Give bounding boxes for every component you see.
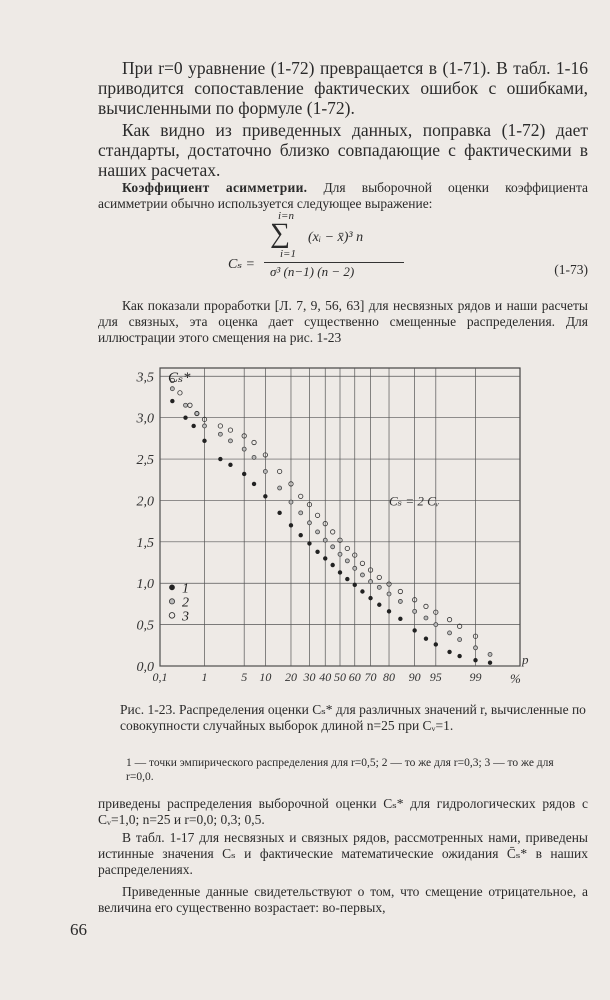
formula-upper-limit: i=n (278, 210, 294, 222)
data-point-series-2 (316, 530, 320, 534)
x-tick-label: 99 (469, 670, 482, 684)
data-point-series-1 (299, 533, 303, 537)
data-point-series-3 (330, 530, 334, 534)
legend-marker-2 (169, 599, 174, 604)
data-point-series-3 (252, 440, 256, 444)
data-point-series-3 (345, 546, 349, 550)
data-point-series-2 (448, 631, 452, 635)
legend-marker-3 (169, 613, 175, 619)
data-point-series-2 (228, 439, 232, 443)
data-point-series-3 (360, 561, 364, 565)
paragraph-4: Как показали проработки [Л. 7, 9, 56, 63] для несвязных рядов и наши расчеты для связных, эта оценка дает существенно смещенные распределения. Для иллюстрации этого смещения на рис. 1-23 (98, 298, 588, 345)
x-tick-label: 1 (201, 670, 208, 684)
data-point-series-3 (178, 391, 182, 395)
data-point-series-2 (398, 599, 402, 603)
data-point-series-3 (377, 575, 381, 579)
x-tick-label: 10 (259, 670, 272, 684)
data-point-series-2 (413, 609, 417, 613)
data-point-series-1 (399, 617, 403, 621)
data-point-series-1 (338, 571, 342, 575)
data-point-series-2 (289, 500, 293, 504)
data-point-series-1 (308, 542, 312, 546)
data-point-series-2 (299, 511, 303, 515)
data-point-series-2 (263, 469, 267, 473)
x-tick-label: 20 (284, 670, 297, 684)
y-tick-label: 3,5 (136, 370, 154, 386)
paragraph-1 (98, 58, 588, 118)
data-point-series-2 (252, 455, 256, 459)
data-point-series-1 (229, 463, 233, 467)
formula-1-73 (220, 210, 590, 280)
x-tick-label: 90 (408, 670, 421, 684)
data-point-series-3 (218, 424, 222, 428)
legend-label-3: 3 (182, 609, 189, 625)
data-point-series-3 (315, 513, 319, 517)
data-point-series-1 (434, 643, 438, 647)
section-heading: Коэффициент асимметрии. (122, 180, 308, 195)
x-tick-label: 50 (334, 670, 346, 684)
formula-fraction-bar (264, 262, 404, 263)
x-tick-label: 30 (303, 670, 316, 684)
data-point-series-3 (188, 403, 192, 407)
y-tick-label: 1,0 (136, 577, 154, 593)
paragraph-5: приведены распределения выборочной оценки Cₛ* для гидрологических рядов с Cᵥ=1,0; n=25 и r=0,0; 0,3; 0,5. (98, 796, 588, 827)
data-point-series-2 (434, 623, 438, 627)
data-point-series-1 (219, 457, 223, 461)
paragraph-3 (98, 180, 588, 212)
p-label: p (522, 652, 529, 667)
y-tick-label: 0,5 (136, 618, 154, 634)
data-point-series-2 (323, 538, 327, 542)
figure-caption: Рис. 1-23. Распределения оценки Cₛ* для различных значений r, вычисленные по совокупности случайных выборок длиной n=25 при Cᵥ=1. (120, 701, 586, 733)
data-point-series-2 (387, 592, 391, 596)
data-point-series-2 (360, 573, 364, 577)
data-point-series-1 (192, 424, 196, 428)
data-point-series-3 (447, 617, 451, 621)
data-point-series-2 (184, 403, 188, 407)
x-tick-label: 95 (429, 670, 442, 684)
x-tick-label: 60 (348, 670, 361, 684)
data-point-series-1 (377, 603, 381, 607)
legend-marker-1 (170, 585, 175, 590)
paragraph-6: В табл. 1-17 для несвязных и связных рядов, рассмотренных нами, приведены истинные значения Cₛ и фактические математические ожидания C̄ₛ* в наших распределениях. (98, 830, 588, 877)
data-point-series-1 (413, 629, 417, 633)
data-point-series-1 (369, 596, 373, 600)
formula-sum-symbol: ∑ (270, 218, 290, 249)
data-point-series-1 (278, 511, 282, 515)
y-tick-label: 1,5 (136, 535, 154, 551)
data-point-series-2 (353, 566, 357, 570)
formula-lower-limit: i=1 (280, 248, 296, 260)
formula-denominator: σ³ (n−1) (n − 2) (270, 264, 355, 279)
x-tick-label: 0,1 (152, 670, 168, 684)
paragraph-7: Приведенные данные свидетельствуют о том, что смещение отрицательное, а величина его существенно возрастает: во-первых, (98, 884, 588, 915)
data-point-series-1 (242, 472, 246, 476)
paragraph-3-text: Для выборочной оценки коэффициента асимметрии обычно используется следующее выражение: (98, 180, 588, 211)
figure-legend-text: 1 — точки эмпирического распределения для r=0,5; 2 — то же для r=0,3; 3 — то же для r=0,0. (126, 756, 554, 783)
y-tick-label: 2,0 (136, 494, 154, 510)
data-point-series-3 (299, 494, 303, 498)
data-point-series-1 (361, 590, 365, 594)
data-point-series-2 (331, 545, 335, 549)
data-point-series-2 (377, 585, 381, 589)
y-tick-label: 0,0 (136, 660, 154, 675)
data-point-series-1 (203, 439, 207, 443)
data-point-series-3 (228, 428, 232, 432)
data-point-series-1 (323, 557, 327, 561)
y-tick-label: 3,0 (136, 411, 154, 427)
legend-label-1: 1 (182, 581, 189, 597)
x-tick-label: 40 (319, 670, 332, 684)
data-point-series-2 (242, 447, 246, 451)
reference-label: Cₛ = 2 Cᵥ (389, 493, 440, 509)
data-point-series-2 (424, 616, 428, 620)
data-point-series-1 (346, 577, 350, 581)
y-axis-label: Cₛ* (168, 370, 191, 386)
data-point-series-1 (488, 661, 492, 665)
formula-lhs: Cₛ = (228, 257, 256, 272)
data-point-series-3 (424, 604, 428, 608)
data-point-series-1 (458, 654, 462, 658)
data-point-series-1 (353, 583, 357, 587)
formula-numerator: (xᵢ − x̄)³ n (308, 230, 364, 245)
paragraph-1-rest: В табл. 1-16 приводится сопоставление фактических ошибок с ошибками, вычисленными по формуле (1-72). (98, 58, 588, 118)
data-point-series-2 (170, 387, 174, 391)
data-point-series-2 (488, 652, 492, 656)
data-point-series-1 (387, 610, 391, 614)
data-point-series-2 (345, 559, 349, 563)
data-point-series-1 (252, 482, 256, 486)
data-point-series-2 (338, 552, 342, 556)
data-point-series-3 (277, 469, 281, 473)
data-point-series-1 (448, 650, 452, 654)
data-point-series-2 (458, 638, 462, 642)
data-point-series-1 (316, 550, 320, 554)
x-axis-label: % (510, 671, 521, 686)
data-point-series-2 (278, 486, 282, 490)
data-point-series-1 (289, 523, 293, 527)
figure-1-23-chart (0, 350, 610, 686)
data-point-series-1 (171, 399, 175, 403)
legend-label-2: 2 (182, 595, 189, 611)
data-point-series-2 (474, 646, 478, 650)
x-tick-label: 5 (241, 670, 248, 684)
paragraph-2: Как видно из приведенных данных, поправка (1-72) дает стандарты, достаточно близко совпадающие с фактическими в наших расчетах. (98, 120, 588, 180)
data-point-series-2 (369, 580, 373, 584)
y-tick-label: 2,5 (136, 453, 154, 469)
data-point-series-2 (218, 432, 222, 436)
page-number: 66 (70, 920, 87, 939)
data-point-series-1 (331, 563, 335, 567)
data-point-series-1 (474, 658, 478, 662)
paragraph-1-line-1: При r=0 уравнение (1-72) превращается в (1-71). (122, 58, 491, 78)
data-point-series-2 (202, 424, 206, 428)
formula-number: (1-73) (554, 262, 588, 277)
x-tick-label: 80 (383, 670, 396, 684)
x-tick-label: 70 (364, 670, 377, 684)
data-point-series-1 (184, 416, 188, 420)
data-point-series-1 (424, 637, 428, 641)
data-point-series-1 (264, 495, 268, 499)
data-point-series-2 (307, 521, 311, 525)
data-point-series-3 (398, 589, 402, 593)
